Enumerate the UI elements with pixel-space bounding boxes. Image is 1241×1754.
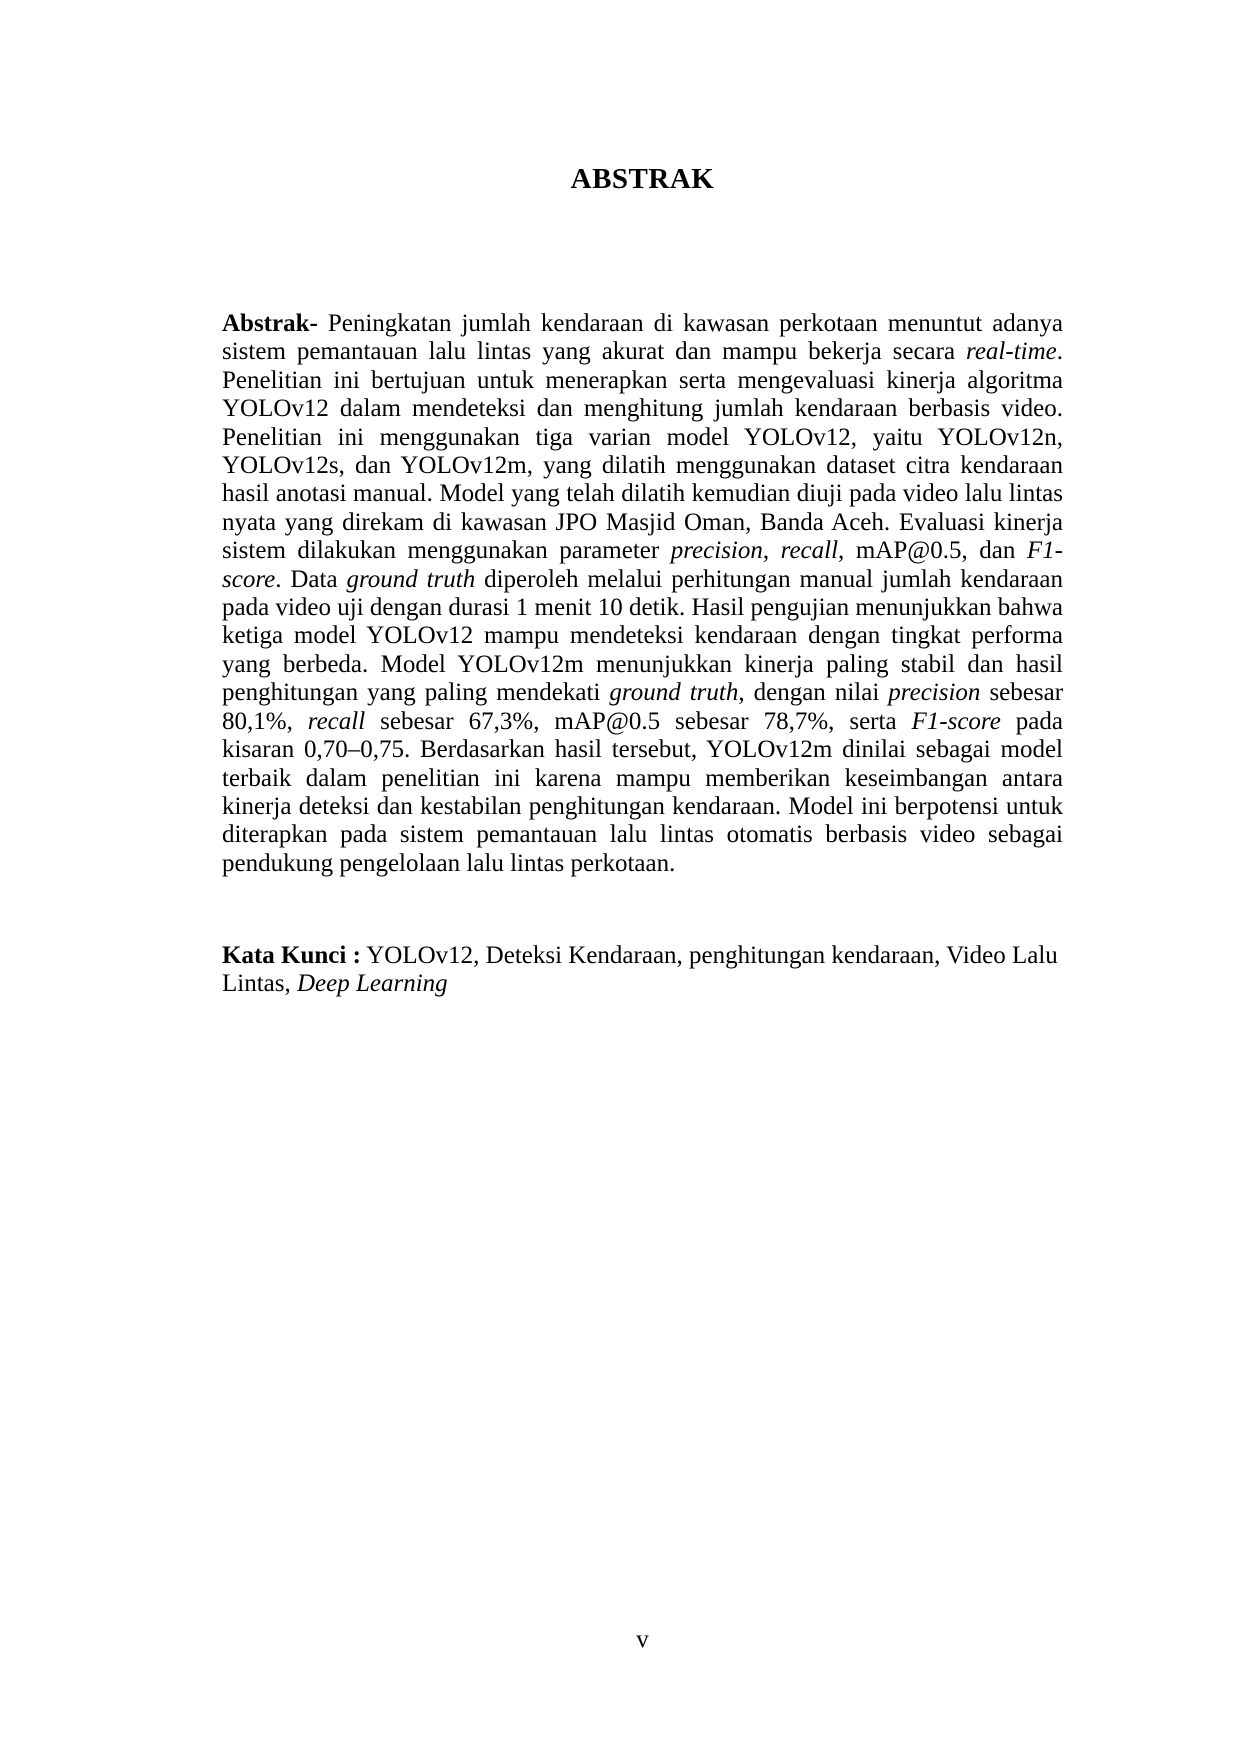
text-run: precision [670, 537, 763, 565]
keywords-paragraph [222, 942, 1063, 999]
text-run: Deep Learning [297, 970, 448, 998]
text-run: Abstrak- [222, 310, 318, 337]
text-run: , dengan nilai [738, 679, 889, 707]
text-run: real-time [966, 338, 1057, 366]
text-run: precision [888, 679, 981, 707]
text-run: sebesar 67,3%, mAP@0.5 sebesar 78,7%, serta [365, 707, 912, 735]
page-title: ABSTRAK [570, 163, 715, 195]
text-run: pada kisaran 0,70–0,75. Berdasarkan hasil tersebut, YOLOv12m dinilai sebagai model terbaik dalam penelitian ini karena mampu memberikan keseimbangan antara kinerja deteksi dan kestabilan penghitungan kendaraan. Model ini berpotensi untuk diterapkan pada sistem pemantauan lalu lintas otomatis berbasis video sebagai pendukung pengelolaan lalu lintas perkotaan. [222, 707, 1063, 877]
text-run: recall [780, 537, 839, 565]
text-run: . Data [275, 565, 347, 593]
page-number: v [636, 1626, 649, 1653]
abstract-paragraph [222, 310, 1063, 878]
text-run: YOLOv12, Deteksi Kendaraan, penghitungan kendaraan, Video Lalu Lintas, [222, 942, 1058, 998]
text-run: diperoleh melalui perhitungan manual jumlah kendaraan pada video uji dengan durasi 1 menit 10 detik. Hasil pengujian menunjukkan bahwa ketiga model YOLOv12 mampu mendeteksi kendaraan dengan tingkat performa yang berbeda. Model YOLOv12m menunjukkan kinerja paling stabil dan hasil penghitungan yang paling mendekati [222, 565, 1063, 707]
text-run: , [762, 537, 781, 565]
text-run: , mAP@0.5, dan [838, 537, 1027, 565]
text-run: F1-score [222, 537, 1064, 593]
text-run: Kata Kunci : [222, 942, 361, 969]
text-run: ground truth [609, 679, 739, 707]
text-run: Peningkatan jumlah kendaraan di kawasan perkotaan menuntut adanya sistem pemantauan lalu lintas yang akurat dan mampu bekerja secara [222, 310, 1063, 366]
text-run: ground truth [346, 565, 476, 593]
text-run: sebesar 80,1%, [222, 679, 1064, 735]
text-run: F1-score [911, 707, 1001, 735]
text-run: . Penelitian ini bertujuan untuk menerapkan serta mengevaluasi kinerja algoritma YOLOv12 dalam mendeteksi dan menghitung jumlah kendaraan berbasis video. Penelitian ini menggunakan tiga varian model YOLOv12, yaitu YOLOv12n, YOLOv12s, dan YOLOv12m, yang dilatih menggunakan dataset citra kendaraan hasil anotasi manual. Model yang telah dilatih kemudian diuji pada video lalu lintas nyata yang direkam di kawasan JPO Masjid Oman, Banda Aceh. Evaluasi kinerja sistem dilakukan menggunakan parameter [222, 338, 1063, 565]
text-run: recall [307, 707, 366, 735]
